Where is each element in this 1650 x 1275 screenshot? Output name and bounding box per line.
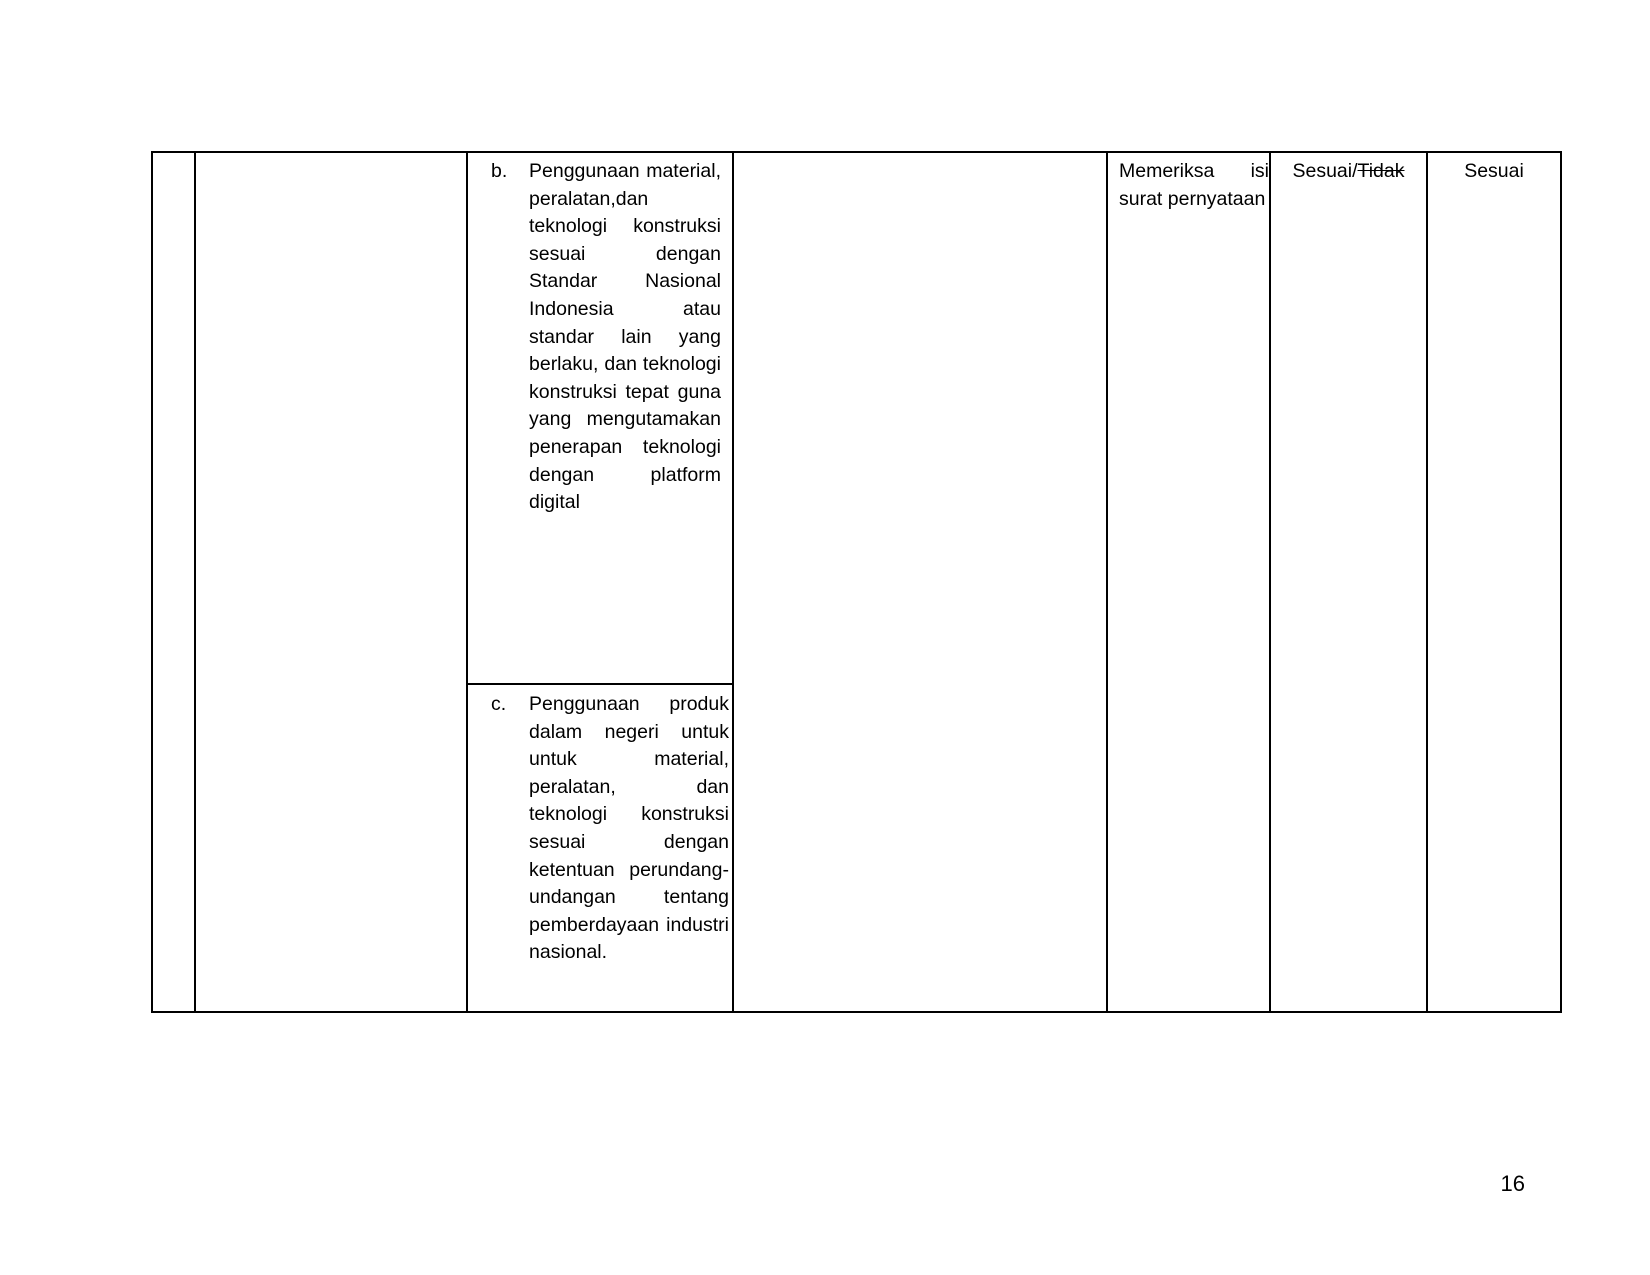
cell-number xyxy=(153,153,194,1011)
criteria-item-c xyxy=(491,691,731,1001)
option-sesuai: Sesuai xyxy=(1292,160,1353,182)
page-number: 16 xyxy=(1500,1171,1525,1196)
cell-evidence xyxy=(734,153,1106,1011)
assessment-table xyxy=(151,151,1562,1013)
option-separator: / xyxy=(1352,160,1358,182)
cell-aspect xyxy=(196,153,466,1011)
criteria-item-b xyxy=(491,158,727,678)
column-divider xyxy=(1269,151,1271,1013)
column-divider xyxy=(1426,151,1428,1013)
table-border-right xyxy=(1560,151,1562,1013)
verification-method: Memeriksa isi surat pernyataan xyxy=(1119,160,1269,210)
item-b-text: Penggunaan material, peralatan,dan teknologi konstruksi sesuai dengan Standar Nasional Indonesia atau standar lain yang berlaku, dan teknologi konstruksi tepat guna yang mengutamakan penerapan teknologi dengan platform digital xyxy=(529,160,721,514)
conformity-options xyxy=(1271,158,1426,186)
column-divider xyxy=(466,151,468,1013)
assessment-result: Sesuai xyxy=(1464,160,1524,182)
row-divider xyxy=(466,683,734,685)
item-b-marker: b. xyxy=(491,160,508,182)
option-tidak-struck: Tidak xyxy=(1357,160,1405,182)
item-c-text: Penggunaan produk dalam negeri untuk untuk material, peralatan, dan teknologi konstruksi sesuai dengan ketentuan perundang-undangan tentang pemberdayaan industri nasional. xyxy=(529,693,729,964)
table-border-bottom xyxy=(151,1011,1562,1013)
column-divider xyxy=(1106,151,1108,1013)
item-c-marker: c. xyxy=(491,693,507,715)
